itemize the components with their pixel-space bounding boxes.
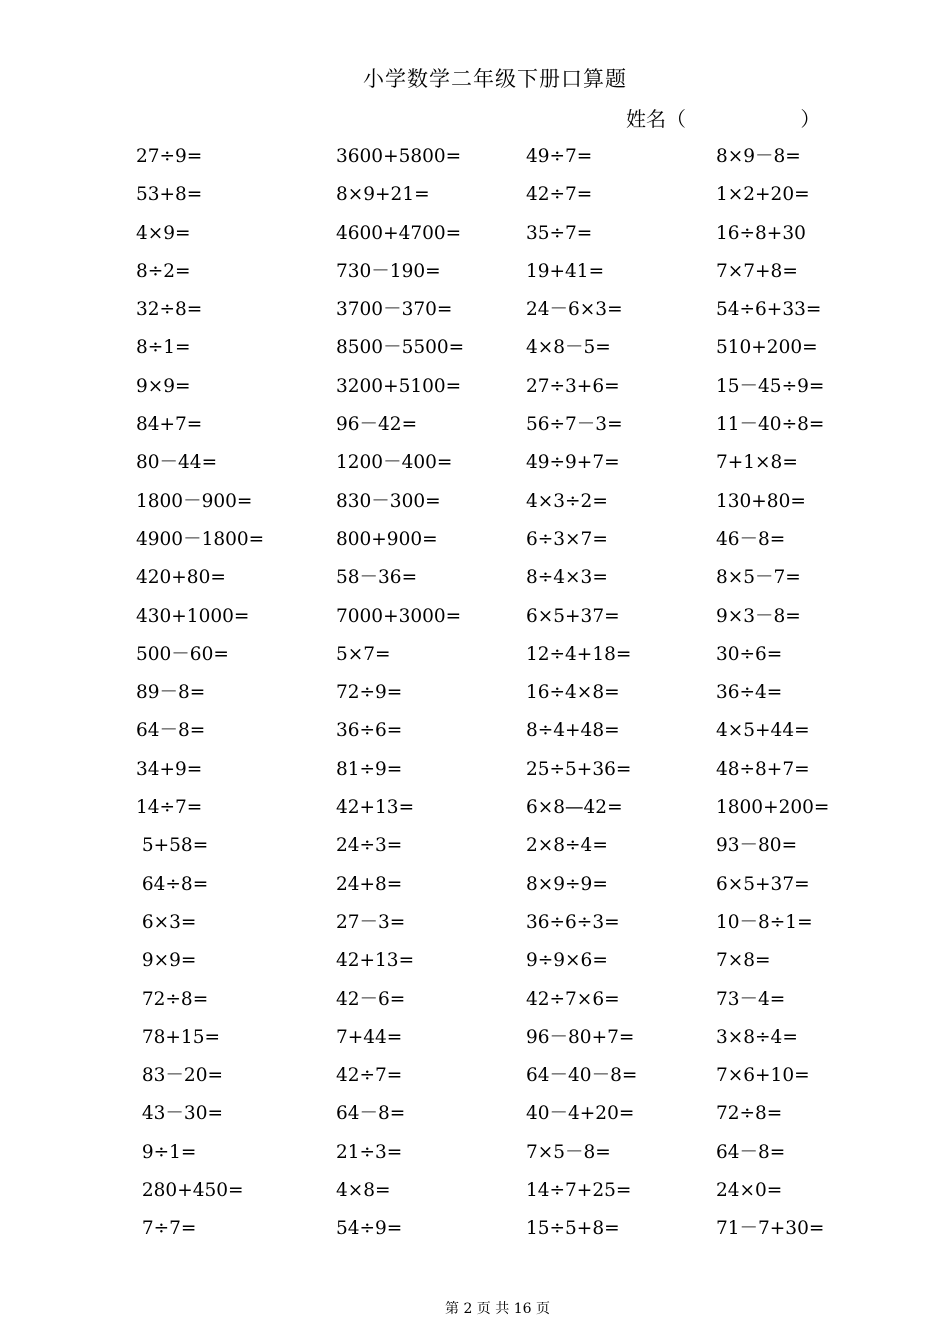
problem-item: 71－7+30=	[716, 1218, 825, 1240]
problem-item: 6×8—42=	[526, 797, 623, 819]
problem-item: 3700－370=	[336, 299, 453, 321]
problem-item: 27÷3+6=	[526, 375, 620, 397]
problem-row	[136, 908, 856, 946]
problem-item: 8÷2=	[136, 260, 191, 282]
problem-item: 80－44=	[136, 452, 218, 474]
problem-item: 78+15=	[136, 1026, 220, 1048]
problem-item: 7×7+8=	[716, 260, 798, 282]
problem-row	[136, 678, 856, 716]
problem-item: 7+44=	[336, 1026, 403, 1048]
problem-item: 27－3=	[336, 911, 406, 933]
problem-item: 1800－900=	[136, 490, 253, 512]
problem-item: 24×0=	[716, 1180, 783, 1202]
problem-grid	[136, 142, 856, 1253]
problem-item: 42÷7×6=	[526, 988, 620, 1010]
problem-item: 24÷3=	[336, 835, 403, 857]
problem-row	[136, 793, 856, 831]
problem-item: 64－40－8=	[526, 1065, 638, 1087]
problem-row	[136, 946, 856, 984]
page-title: 小学数学二年级下册口算题	[363, 67, 627, 91]
problem-row	[136, 410, 856, 448]
problem-item: 96－42=	[336, 414, 418, 436]
problem-item: 42÷7=	[336, 1065, 403, 1087]
problem-item: 58－36=	[336, 567, 418, 589]
problem-item: 3200+5100=	[336, 375, 462, 397]
problem-row	[136, 333, 856, 371]
problem-item: 12÷4+18=	[526, 643, 632, 665]
problem-item: 1200－400=	[336, 452, 453, 474]
problem-row	[136, 870, 856, 908]
problem-item: 72÷8=	[136, 988, 209, 1010]
problem-item: 8500－5500=	[336, 337, 465, 359]
problem-item: 81÷9=	[336, 758, 403, 780]
problem-item: 48÷8+7=	[716, 758, 810, 780]
problem-item: 6÷3×7=	[526, 528, 608, 550]
problem-item: 46－8=	[716, 528, 786, 550]
problem-item: 4×8=	[336, 1180, 391, 1202]
problem-item: 16÷4×8=	[526, 682, 620, 704]
problem-item: 64－8=	[716, 1141, 786, 1163]
problem-row	[136, 1061, 856, 1099]
problem-item: 53+8=	[136, 184, 203, 206]
problem-item: 4×8－5=	[526, 337, 611, 359]
problem-item: 42÷7=	[526, 184, 593, 206]
problem-row	[136, 1214, 856, 1252]
problem-item: 49÷9+7=	[526, 452, 620, 474]
problem-item: 89－8=	[136, 682, 206, 704]
problem-item: 43－30=	[136, 1103, 223, 1125]
problem-item: 14÷7+25=	[526, 1180, 632, 1202]
problem-item: 24－6×3=	[526, 299, 623, 321]
problem-item: 93－80=	[716, 835, 798, 857]
problem-row	[136, 563, 856, 601]
problem-row	[136, 716, 856, 754]
problem-item: 9÷9×6=	[526, 950, 608, 972]
problem-item: 9×9=	[136, 375, 191, 397]
problem-row	[136, 1023, 856, 1061]
problem-item: 130+80=	[716, 490, 806, 512]
problem-item: 6×5+37=	[526, 605, 620, 627]
problem-row	[136, 372, 856, 410]
problem-item: 42+13=	[336, 950, 415, 972]
problem-item: 64÷8=	[136, 873, 209, 895]
problem-row	[136, 257, 856, 295]
problem-item: 420+80=	[136, 567, 226, 589]
problem-item: 15÷5+8=	[526, 1218, 620, 1240]
problem-item: 40－4+20=	[526, 1103, 635, 1125]
problem-item: 15－45÷9=	[716, 375, 825, 397]
problem-item: 7÷7=	[136, 1218, 197, 1240]
problem-item: 8×9－8=	[716, 146, 801, 167]
problem-row	[136, 1099, 856, 1137]
problem-item: 4×5+44=	[716, 720, 810, 742]
problem-row	[136, 448, 856, 486]
problem-item: 8×9÷9=	[526, 873, 608, 895]
problem-item: 35÷7=	[526, 222, 593, 244]
problem-item: 32÷8=	[136, 299, 203, 321]
problem-item: 7×5－8=	[526, 1141, 611, 1163]
problem-item: 7000+3000=	[336, 605, 462, 627]
problem-item: 36÷4=	[716, 682, 783, 704]
problem-item: 1×2+20=	[716, 184, 810, 206]
problem-item: 10－8÷1=	[716, 911, 813, 933]
problem-item: 83－20=	[136, 1065, 223, 1087]
page-footer: 第 2 页 共 16 页	[445, 1301, 550, 1317]
problem-item: 8×9+21=	[336, 184, 430, 206]
problem-row	[136, 487, 856, 525]
problem-item: 84+7=	[136, 414, 203, 436]
problem-row	[136, 831, 856, 869]
problem-item: 24+8=	[336, 873, 403, 895]
problem-item: 430+1000=	[136, 605, 250, 627]
problem-item: 27÷9=	[136, 146, 203, 167]
problem-item: 280+450=	[136, 1180, 244, 1202]
problem-item: 42+13=	[336, 797, 415, 819]
problem-item: 64－8=	[336, 1103, 406, 1125]
problem-item: 9×9=	[136, 950, 197, 972]
problem-item: 14÷7=	[136, 797, 203, 819]
problem-item: 11－40÷8=	[716, 414, 825, 436]
problem-item: 19+41=	[526, 260, 605, 282]
problem-row	[136, 985, 856, 1023]
problem-item: 36÷6÷3=	[526, 911, 620, 933]
student-name-field: 姓名（ ）	[626, 107, 821, 131]
problem-row	[136, 142, 856, 180]
problem-item: 96－80+7=	[526, 1026, 635, 1048]
problem-item: 36÷6=	[336, 720, 403, 742]
problem-row	[136, 1176, 856, 1214]
problem-item: 54÷9=	[336, 1218, 403, 1240]
problem-item: 8×5－7=	[716, 567, 801, 589]
problem-item: 7×6+10=	[716, 1065, 810, 1087]
problem-item: 73－4=	[716, 988, 786, 1010]
problem-item: 25÷5+36=	[526, 758, 632, 780]
problem-row	[136, 602, 856, 640]
problem-item: 72÷8=	[716, 1103, 783, 1125]
problem-item: 72÷9=	[336, 682, 403, 704]
problem-item: 4600+4700=	[336, 222, 462, 244]
problem-item: 9×3－8=	[716, 605, 801, 627]
problem-item: 34+9=	[136, 758, 203, 780]
problem-item: 4900－1800=	[136, 528, 265, 550]
problem-item: 16÷8+30	[716, 222, 806, 244]
problem-item: 56÷7－3=	[526, 414, 623, 436]
problem-item: 6×5+37=	[716, 873, 810, 895]
problem-item: 8÷4+48=	[526, 720, 620, 742]
problem-item: 5×7=	[336, 643, 391, 665]
problem-item: 64－8=	[136, 720, 206, 742]
problem-item: 2×8÷4=	[526, 835, 608, 857]
problem-item: 800+900=	[336, 528, 438, 550]
problem-item: 6×3=	[136, 911, 197, 933]
problem-row	[136, 525, 856, 563]
problem-item: 8÷1=	[136, 337, 191, 359]
problem-item: 42－6=	[336, 988, 406, 1010]
problem-item: 3×8÷4=	[716, 1026, 798, 1048]
problem-item: 7×8=	[716, 950, 771, 972]
problem-item: 8÷4×3=	[526, 567, 608, 589]
problem-row	[136, 180, 856, 218]
problem-row	[136, 640, 856, 678]
problem-item: 54÷6+33=	[716, 299, 822, 321]
problem-item: 49÷7=	[526, 146, 593, 167]
problem-row	[136, 295, 856, 333]
problem-item: 730－190=	[336, 260, 441, 282]
problem-item: 4×3÷2=	[526, 490, 608, 512]
problem-item: 830－300=	[336, 490, 441, 512]
problem-item: 1800+200=	[716, 797, 830, 819]
problem-item: 510+200=	[716, 337, 818, 359]
problem-item: 500－60=	[136, 643, 229, 665]
problem-item: 5+58=	[136, 835, 209, 857]
problem-row	[136, 1138, 856, 1176]
problem-item: 9÷1=	[136, 1141, 197, 1163]
problem-item: 21÷3=	[336, 1141, 403, 1163]
problem-item: 7+1×8=	[716, 452, 798, 474]
problem-row	[136, 755, 856, 793]
problem-item: 3600+5800=	[336, 146, 462, 167]
problem-row	[136, 219, 856, 257]
problem-item: 4×9=	[136, 222, 191, 244]
problem-item: 30÷6=	[716, 643, 783, 665]
